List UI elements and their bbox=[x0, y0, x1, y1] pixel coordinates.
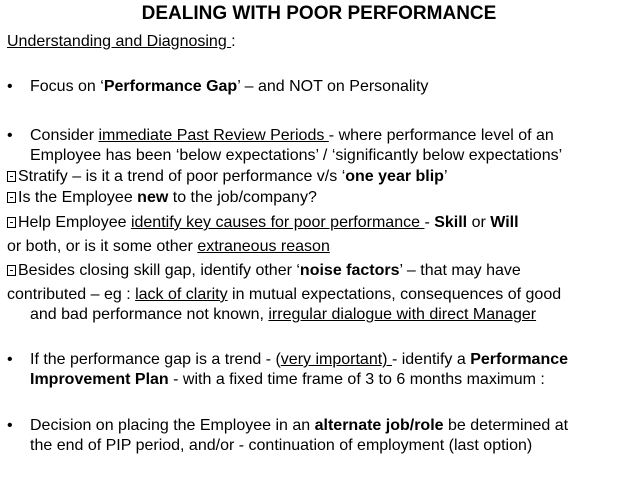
one-year-blip-text: one year blip bbox=[345, 168, 444, 185]
item-noise-factors: Besides closing skill gap, identify other ‘noise factors’ – that may have bbox=[7, 261, 521, 281]
bullet-consider: Consider immediate Past Review Periods - where performance level of an bbox=[30, 127, 554, 144]
item-noise-line3: and bad performance not known, irregular dialogue with direct Manager bbox=[30, 306, 537, 323]
noise-factors-text: noise factors bbox=[299, 262, 400, 279]
page-title: DEALING WITH POOR PERFORMANCE bbox=[141, 3, 497, 24]
skill-text: Skill bbox=[434, 214, 468, 231]
key-causes-text: identify key causes for poor performance bbox=[130, 214, 425, 231]
extraneous-reason-text: extraneous reason bbox=[197, 238, 330, 255]
alternate-job-text: alternate job/role bbox=[314, 417, 444, 434]
bullet-decision: Decision on placing the Employee in an alternate job/role be determined at bbox=[30, 417, 569, 434]
checkbox-icon bbox=[7, 217, 16, 228]
subheading-colon: : bbox=[231, 33, 236, 50]
improvement-plan-text: Improvement Plan bbox=[30, 371, 169, 388]
item-new-employee: Is the Employee new to the job/company? bbox=[7, 188, 317, 208]
performance-gap-text: Performance Gap bbox=[103, 78, 238, 95]
new-text: new bbox=[137, 189, 169, 206]
item-stratify: Stratify – is it a trend of poor performance v/s ‘one year blip’ bbox=[7, 167, 448, 187]
performance-text: Performance bbox=[470, 351, 569, 368]
item-noise-line2: contributed – eg : lack of clarity in mutual expectations, consequences of good bbox=[7, 286, 562, 303]
will-text: Will bbox=[490, 214, 519, 231]
subheading bbox=[7, 32, 236, 52]
subheading-text: Understanding and Diagnosing bbox=[7, 33, 232, 50]
irregular-dialogue-text: irregular dialogue with direct Manager bbox=[268, 306, 537, 323]
item-help-employee: Help Employee identify key causes for poor performance - Skill or Will bbox=[7, 213, 519, 233]
checkbox-icon bbox=[7, 265, 16, 276]
lack-of-clarity-text: lack of clarity bbox=[135, 286, 228, 303]
bullet-pip: If the performance gap is a trend - (very important) - identify a Performance bbox=[30, 351, 569, 368]
bullet-pip-line2: Improvement Plan - with a fixed time frame of 3 to 6 months maximum : bbox=[30, 371, 545, 388]
bullet-icon: • bbox=[7, 351, 13, 368]
item-help-line2: or both, or is it some other extraneous reason bbox=[7, 238, 330, 255]
bullet-decision-line2: the end of PIP period, and/or - continuation of employment (last option) bbox=[30, 437, 533, 454]
checkbox-icon bbox=[7, 192, 16, 203]
bullet-icon: • bbox=[7, 127, 13, 144]
review-periods-text: immediate Past Review Periods bbox=[98, 127, 329, 144]
bullet-icon: • bbox=[7, 417, 13, 434]
bullet-icon: • bbox=[7, 78, 13, 95]
bullet-focus: Focus on ‘Performance Gap’ – and NOT on Personality bbox=[30, 78, 429, 95]
checkbox-icon bbox=[7, 171, 16, 182]
bullet-consider-line2: Employee has been ‘below expectations’ / ‘significantly below expectations’ bbox=[30, 147, 563, 164]
very-important-text: very important) bbox=[280, 351, 392, 368]
